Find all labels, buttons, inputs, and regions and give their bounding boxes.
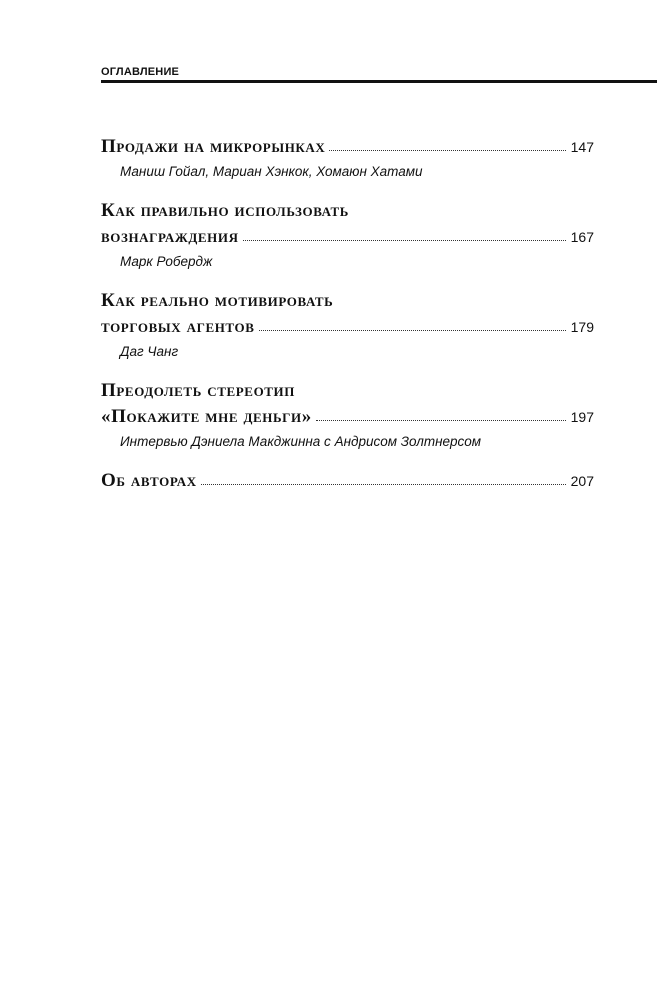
toc-title[interactable]: Преодолеть стереотип	[101, 380, 295, 401]
header-rule	[101, 80, 657, 83]
page-number: 197	[570, 409, 594, 425]
page-number: 147	[570, 139, 594, 155]
toc-author: Марк Робердж	[120, 254, 213, 269]
dot-leader	[201, 479, 566, 485]
toc-author: Даг Чанг	[120, 344, 179, 359]
table-of-contents	[101, 134, 594, 494]
page-number: 179	[570, 319, 594, 335]
toc-author: Маниш Гойал, Мариан Хэнкок, Хомаюн Хатами	[120, 164, 423, 179]
toc-entry-rewards[interactable]	[101, 198, 594, 271]
toc-title[interactable]: Об авторах	[101, 470, 197, 491]
toc-title-line	[101, 134, 594, 160]
toc-title[interactable]: Как реально мотивировать	[101, 290, 334, 311]
toc-title-continued[interactable]: вознаграждения	[101, 226, 239, 247]
toc-title-line	[101, 404, 594, 430]
toc-title-line	[101, 198, 594, 224]
toc-title-line	[101, 288, 594, 314]
toc-entry-motivation[interactable]	[101, 288, 594, 361]
dot-leader	[259, 325, 566, 331]
toc-title-line	[101, 314, 594, 340]
dot-leader	[329, 145, 565, 151]
page-number: 207	[570, 473, 594, 489]
toc-author: Интервью Дэниела Макджинна с Андрисом Золтнерсом	[120, 434, 482, 449]
dot-leader	[243, 235, 566, 241]
toc-entry-micromarkets[interactable]	[101, 134, 594, 181]
dot-leader	[316, 415, 566, 421]
toc-title-line	[101, 378, 594, 404]
toc-title[interactable]: Как правильно использовать	[101, 200, 349, 221]
toc-title-continued[interactable]: «Покажите мне деньги»	[101, 406, 312, 427]
toc-title[interactable]: Продажи на микрорынках	[101, 136, 326, 157]
toc-entry-stereotype[interactable]	[101, 378, 594, 451]
toc-title-line	[101, 224, 594, 250]
toc-title-continued[interactable]: торговых агентов	[101, 316, 255, 337]
page-number: 167	[570, 229, 594, 245]
running-header: ОГЛАВЛЕНИЕ	[101, 66, 180, 78]
toc-entry-about-authors[interactable]	[101, 468, 594, 494]
toc-title-line	[101, 468, 594, 494]
